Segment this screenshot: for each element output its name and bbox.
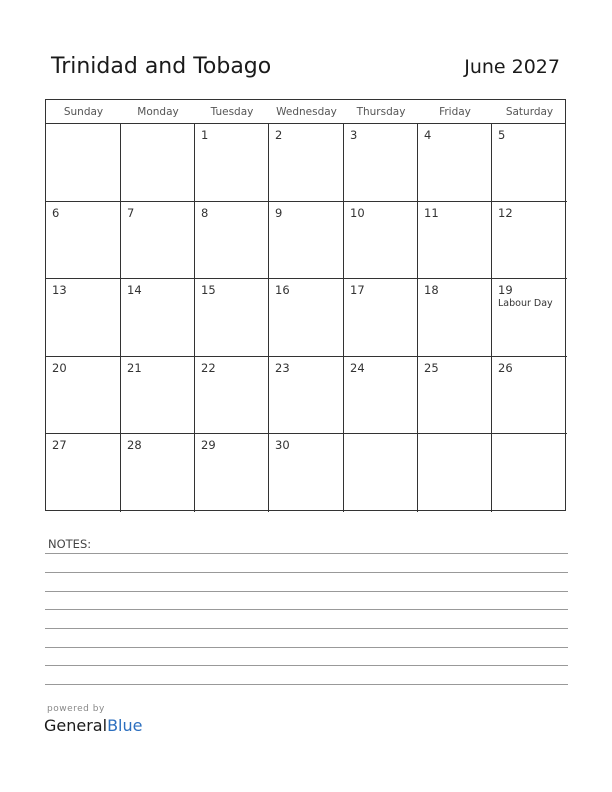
day-cell (418, 279, 492, 357)
day-cell (121, 279, 195, 357)
day-number: 8 (201, 205, 209, 220)
calendar-country-title: Trinidad and Tobago (51, 54, 272, 79)
weekday-header-saturday: Saturday (505, 106, 554, 118)
weekday-header-row (46, 100, 565, 124)
day-number: 16 (275, 283, 290, 298)
day-cell (492, 357, 567, 435)
day-number: 4 (424, 128, 432, 142)
day-number: 20 (52, 360, 67, 375)
day-number: 24 (350, 360, 365, 375)
day-cell (46, 202, 121, 280)
weekday-header-friday: Friday (439, 106, 471, 118)
day-cell (344, 202, 418, 280)
day-cell (344, 124, 418, 202)
day-cell (418, 434, 492, 512)
weekday-header-tuesday: Tuesday (210, 106, 254, 118)
day-number: 2 (275, 128, 283, 142)
day-number: 5 (498, 128, 506, 142)
day-cell (269, 279, 344, 357)
day-number: 27 (52, 438, 67, 453)
notes-line (45, 609, 568, 610)
day-number: 6 (52, 205, 60, 220)
day-number: 29 (201, 438, 216, 453)
day-cell (46, 434, 121, 512)
day-number: 17 (350, 283, 365, 298)
day-number: 18 (424, 283, 439, 298)
day-number: 21 (127, 360, 142, 375)
weekday-header-sunday: Sunday (63, 106, 104, 118)
day-number: 10 (350, 205, 365, 220)
day-cell (418, 202, 492, 280)
day-cell (121, 357, 195, 435)
day-cell (418, 124, 492, 202)
day-cell (195, 279, 269, 357)
month-calendar-grid (45, 99, 566, 511)
day-number: 26 (498, 360, 513, 375)
day-cell (195, 202, 269, 280)
day-cell (344, 357, 418, 435)
day-cell (492, 434, 567, 512)
day-number: 12 (498, 205, 513, 220)
day-number: 15 (201, 283, 216, 298)
day-cell (121, 434, 195, 512)
day-number: 23 (275, 360, 290, 375)
notes-line (45, 553, 568, 554)
day-cell (344, 279, 418, 357)
day-cell (344, 434, 418, 512)
day-cell (492, 124, 567, 202)
calendar-month-title: June 2027 (464, 56, 560, 78)
day-cell (269, 124, 344, 202)
day-number: 3 (350, 128, 358, 142)
brand-general-text: General (44, 716, 108, 735)
day-number: 7 (127, 205, 135, 220)
notes-line (45, 572, 568, 573)
day-cell (46, 124, 121, 202)
generalblue-logo (44, 716, 142, 735)
notes-line (45, 647, 568, 648)
notes-line (45, 591, 568, 592)
day-number: 30 (275, 438, 290, 453)
brand-blue-text: Blue (107, 716, 143, 735)
weekday-header-thursday: Thursday (356, 106, 406, 118)
day-number: 22 (201, 360, 216, 375)
day-cell (121, 124, 195, 202)
day-number: 25 (424, 360, 439, 375)
notes-line (45, 665, 568, 666)
day-cell (269, 202, 344, 280)
powered-by-text: powered by (47, 704, 105, 714)
day-number: 9 (275, 205, 283, 220)
day-cell (269, 357, 344, 435)
notes-label: NOTES: (48, 537, 92, 551)
day-cell (46, 279, 121, 357)
day-cell (492, 202, 567, 280)
day-cell (418, 357, 492, 435)
day-cell (195, 434, 269, 512)
day-number: 14 (127, 283, 142, 298)
holiday-label: Labour Day (498, 298, 553, 310)
day-number: 19 (498, 283, 513, 298)
day-cell (195, 357, 269, 435)
day-cell (195, 124, 269, 202)
day-number: 13 (52, 283, 67, 298)
day-number: 28 (127, 438, 142, 453)
notes-line (45, 684, 568, 685)
day-number: 1 (201, 128, 209, 142)
day-cell (269, 434, 344, 512)
weekday-header-monday: Monday (137, 106, 179, 118)
day-cell (121, 202, 195, 280)
day-cell (492, 279, 567, 357)
day-number: 11 (424, 205, 439, 220)
weekday-header-wednesday: Wednesday (276, 106, 337, 118)
day-cell (46, 357, 121, 435)
notes-line (45, 628, 568, 629)
